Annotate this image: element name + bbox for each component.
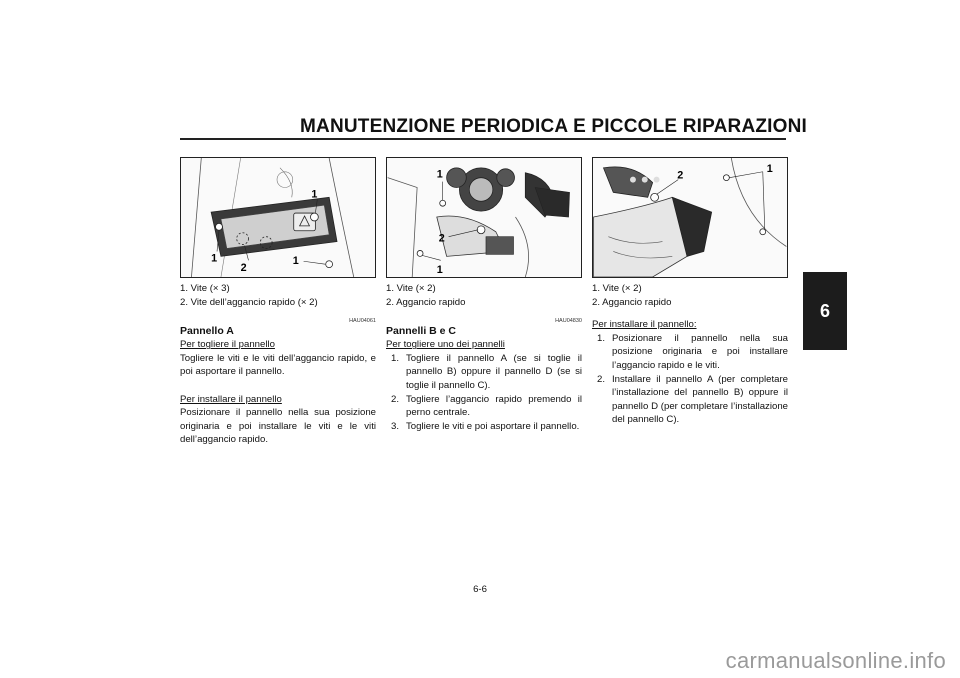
callout-1: 1: [436, 168, 443, 181]
list-item: 2. Togliere l’aggancio rapido premendo il perno centrale.: [391, 393, 582, 419]
page-title: MANUTENZIONE PERIODICA E PICCOLE RIPARAZIONI: [300, 116, 808, 137]
watermark: carmanualsonline.info: [725, 648, 946, 673]
column-install: [592, 282, 788, 427]
page-number: 6-6: [473, 584, 487, 595]
subheading-install: Per installare il pannello: [180, 393, 282, 405]
list-item: 1. Posizionare il pannello nella sua posizione originaria e poi installare l’aggancio rapido e le viti.: [597, 332, 788, 371]
chapter-tab: 6: [803, 272, 847, 350]
step-list: [386, 352, 582, 434]
callout-2: 2: [240, 262, 247, 275]
step-list: [592, 332, 788, 427]
photo-panel-a: [180, 157, 376, 278]
column-panel-a: [180, 282, 376, 447]
callout-1: 1: [211, 252, 218, 265]
list-item: 3. Togliere le viti e poi asportare il pannello.: [391, 420, 580, 432]
figure-caption: 1. Vite (× 2): [386, 283, 436, 294]
column-panels-b-c: [386, 282, 582, 433]
reference-code: HAU04061: [349, 318, 376, 325]
photo-panel-install: [592, 157, 788, 278]
section-heading: Pannelli B e C: [386, 325, 457, 338]
figure-caption: 2. Aggancio rapido: [592, 296, 672, 308]
paragraph-remove: Togliere le viti e le viti dell’aggancio rapido, e poi asportare il pannello.: [180, 352, 376, 378]
figure-caption: 1. Vite (× 3): [180, 283, 230, 294]
reference-code: HAU04830: [555, 318, 582, 325]
figure-caption: 2. Vite dell’aggancio rapido (× 2): [180, 296, 318, 308]
photo-panels-b-c: [386, 157, 582, 278]
paragraph-install: Posizionare il pannello nella sua posizione originaria e poi installare le viti e le viti dell’aggancio rapido.: [180, 407, 376, 446]
callout-2: 2: [438, 232, 445, 245]
panel-a-illustration: [181, 158, 375, 277]
subheading-remove: Per togliere uno dei pannelli: [386, 339, 505, 351]
subheading-install: Per installare il pannello:: [592, 319, 697, 331]
figure-caption: 2. Aggancio rapido: [386, 296, 466, 308]
list-item: 1. Togliere il pannello A (se si toglie il pannello B) oppure il pannello D (se si toglie il pannello C).: [391, 352, 582, 391]
list-item: 2. Installare il pannello A (per completare l’installazione del pannello B) oppure il pannello D (per completare l’installazione del pannello C).: [597, 373, 788, 426]
subheading-remove: Per togliere il pannello: [180, 339, 275, 351]
callout-1: 1: [292, 255, 299, 268]
callout-2: 2: [677, 169, 684, 182]
callout-1: 1: [436, 264, 443, 277]
callout-1: 1: [311, 188, 318, 201]
panels-b-c-illustration: [387, 158, 581, 277]
title-rule: [180, 138, 786, 140]
callout-1: 1: [766, 162, 773, 175]
panel-install-illustration: [593, 158, 787, 277]
figure-caption: 1. Vite (× 2): [592, 283, 642, 294]
section-heading: Pannello A: [180, 325, 234, 338]
